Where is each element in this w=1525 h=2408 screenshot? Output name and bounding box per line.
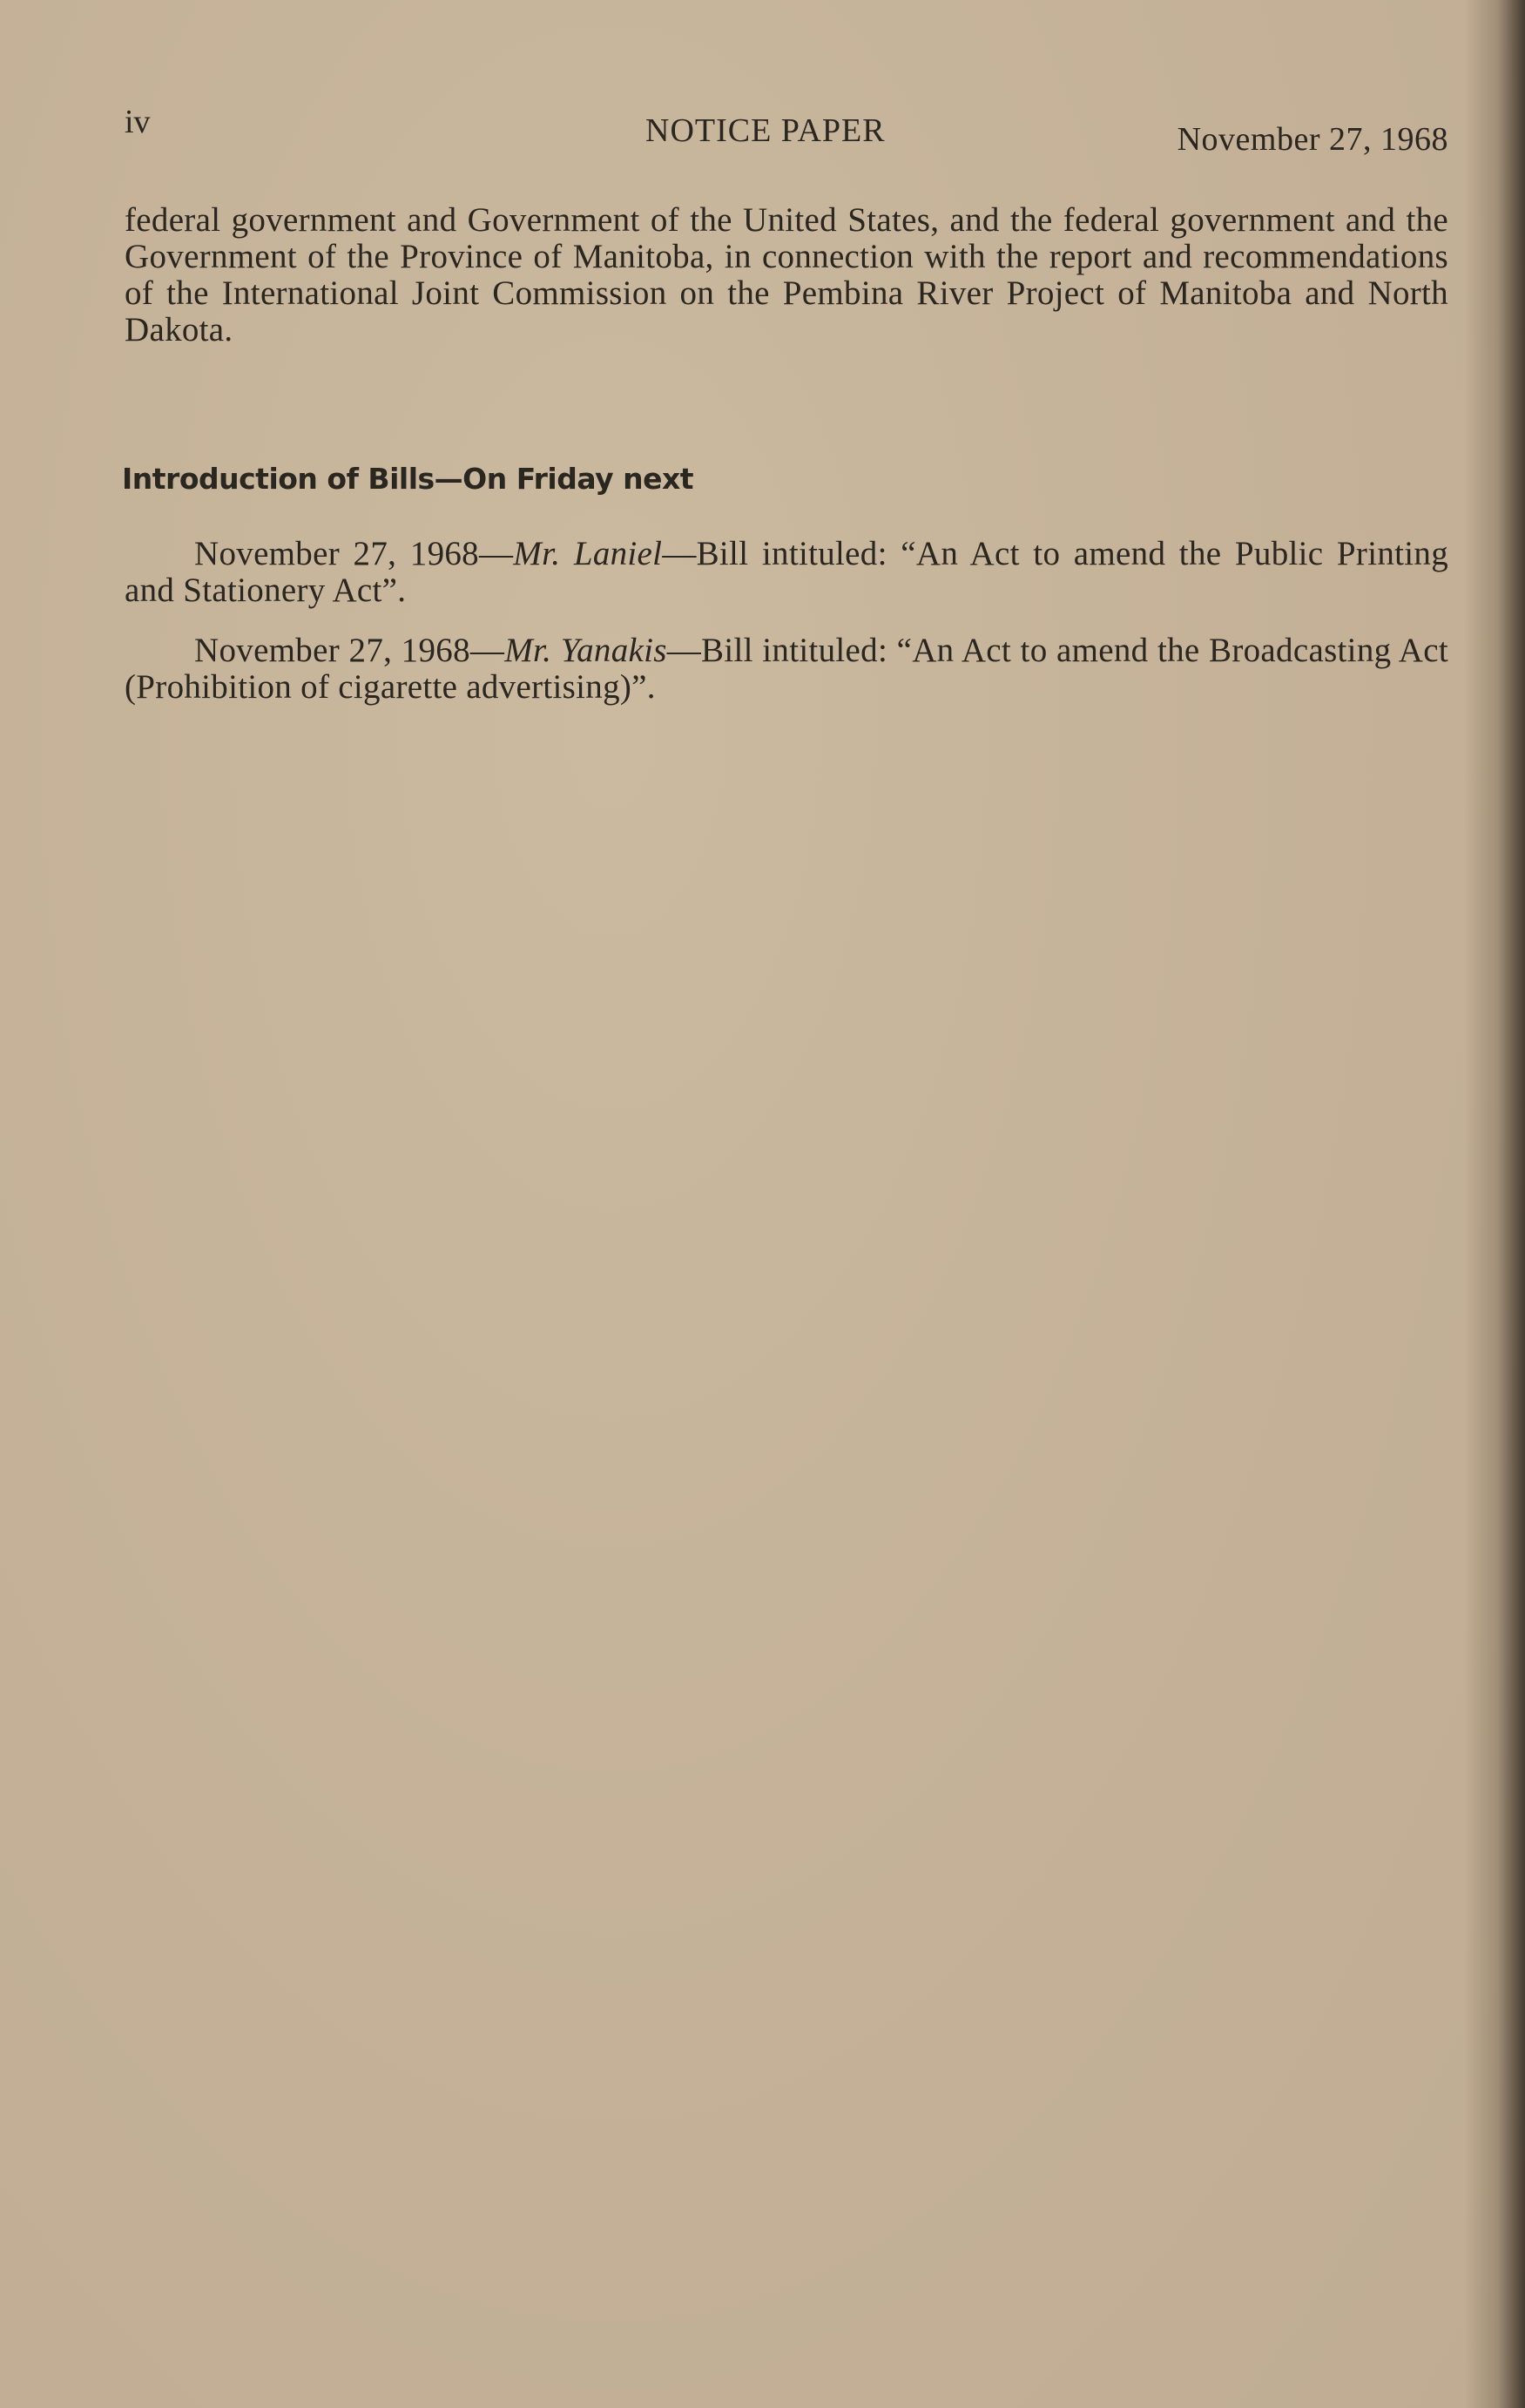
- bill-notice: [125, 632, 1448, 706]
- page-title: NOTICE PAPER: [645, 112, 886, 149]
- page-number: iv: [125, 104, 151, 140]
- continued-paragraph: federal government and Government of the United States, and the federal government and the Government of the Province of Manitoba, in connection with the report and recommendations of the International Joint Commission on the Pembina River Project of Manitoba and North Dakota.: [125, 201, 1448, 348]
- bill-notice: [125, 536, 1448, 609]
- notice-text: —Bill intituled: “An Act to amend the Public Printing and Stationery Act”.: [125, 535, 1449, 609]
- notice-date: November 27, 1968—: [194, 632, 505, 669]
- header-date: November 27, 1968: [1177, 121, 1448, 158]
- running-header: [125, 103, 1448, 158]
- section-heading: Introduction of Bills—On Friday next: [122, 462, 694, 496]
- notice-text: —Bill intituled: “An Act to amend the Broadcasting Act (Prohibition of cigarette advertising)”.: [125, 632, 1448, 706]
- notice-member: Mr. Laniel: [513, 535, 663, 572]
- notice-member: Mr. Yanakis: [504, 632, 667, 669]
- page-edge-shadow: [1464, 0, 1525, 2408]
- notice-date: November 27, 1968—: [194, 535, 514, 572]
